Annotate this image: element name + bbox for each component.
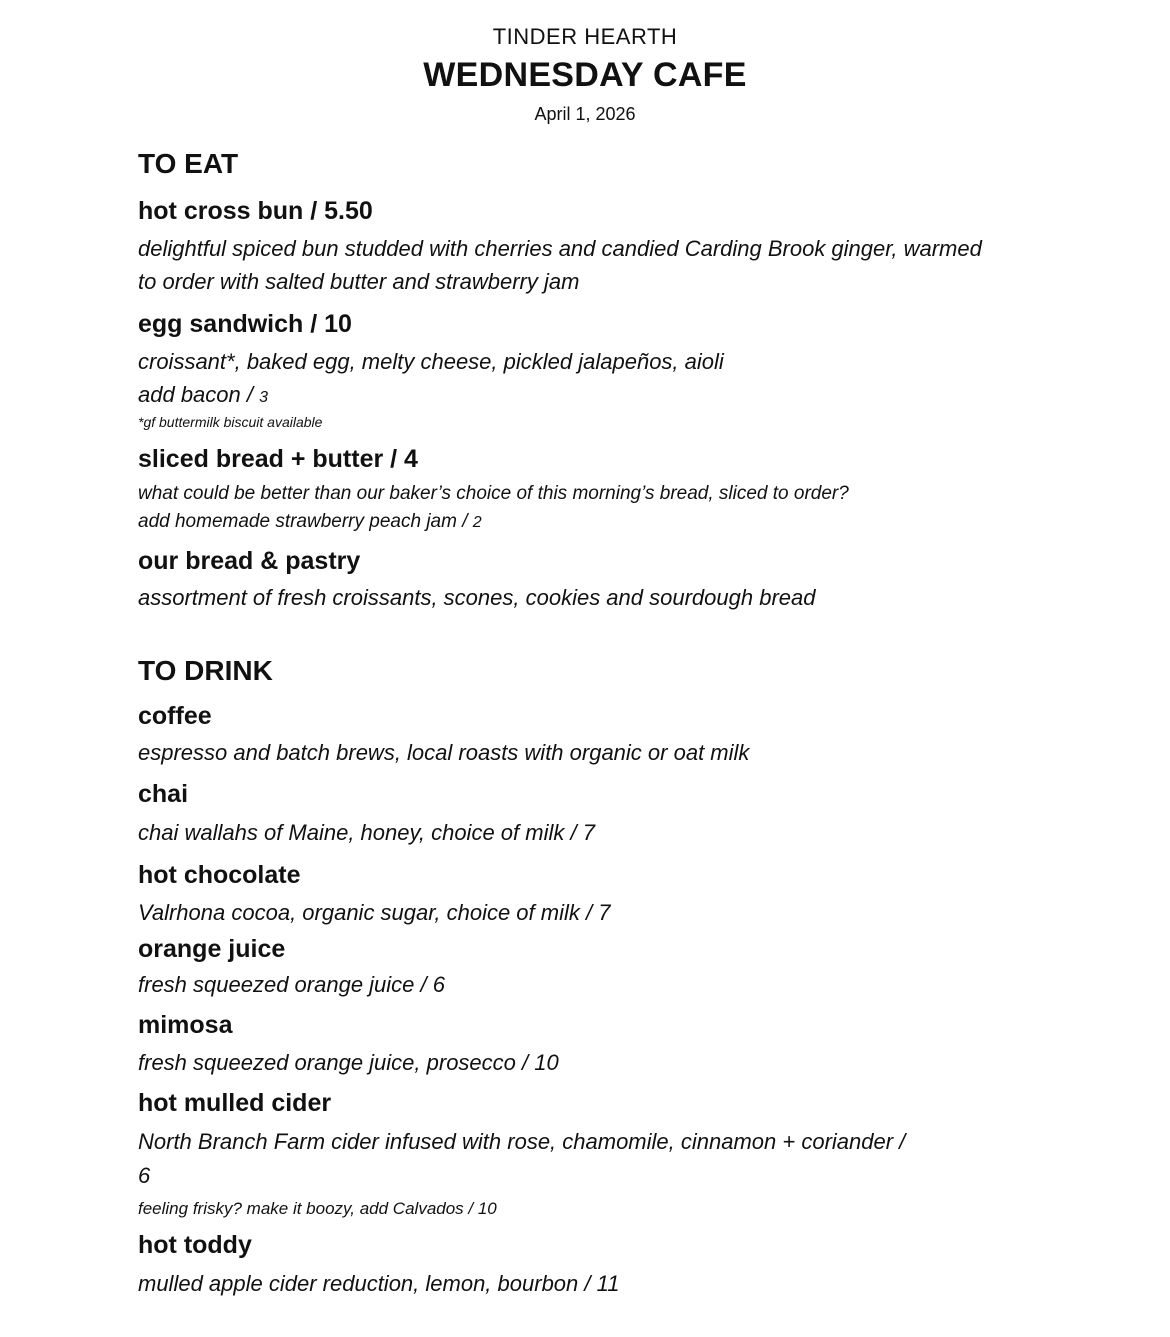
item-desc-hot-mulled-cider-line2: 6	[138, 1163, 151, 1188]
section-heading-drink: TO DRINK	[138, 655, 273, 686]
item-note-hot-mulled-cider: feeling frisky? make it boozy, add Calvados / 10	[138, 1199, 497, 1218]
item-name-hot-chocolate: hot chocolate	[138, 861, 301, 889]
item-desc-hot-chocolate: Valrhona cocoa, organic sugar, choice of milk / 7	[138, 900, 611, 925]
item-name-hot-mulled-cider: hot mulled cider	[138, 1089, 332, 1117]
item-desc-hot-mulled-cider-line1: North Branch Farm cider infused with rose, chamomile, cinnamon + coriander /	[138, 1129, 906, 1154]
item-name-mimosa: mimosa	[138, 1011, 233, 1039]
item-addon-sliced-bread	[138, 511, 482, 533]
addon-price: 3	[259, 389, 269, 406]
item-desc-sliced-bread: what could be better than our baker’s choice of this morning’s bread, sliced to order?	[138, 483, 849, 504]
item-desc-hot-toddy: mulled apple cider reduction, lemon, bourbon / 11	[138, 1271, 620, 1296]
addon-label: add bacon /	[138, 382, 260, 407]
item-name-chai: chai	[138, 780, 189, 808]
item-desc-chai: chai wallahs of Maine, honey, choice of milk / 7	[138, 820, 595, 845]
item-name-orange-juice: orange juice	[138, 935, 286, 963]
item-desc-orange-juice: fresh squeezed orange juice / 6	[138, 972, 445, 997]
item-desc-hot-cross-bun-line2: to order with salted butter and strawberry jam	[138, 269, 580, 294]
item-addon-egg-sandwich	[138, 382, 268, 408]
item-name-bread-pastry: our bread & pastry	[138, 547, 361, 575]
footnote-egg-sandwich: *gf buttermilk biscuit available	[138, 414, 323, 430]
item-name-hot-cross-bun: hot cross bun / 5.50	[138, 197, 373, 225]
addon-price: 2	[472, 514, 482, 531]
item-name-sliced-bread: sliced bread + butter / 4	[138, 445, 418, 473]
item-desc-bread-pastry: assortment of fresh croissants, scones, cookies and sourdough bread	[138, 585, 816, 610]
section-heading-eat: TO EAT	[138, 148, 239, 179]
item-desc-mimosa: fresh squeezed orange juice, prosecco / 10	[138, 1050, 559, 1075]
item-name-coffee: coffee	[138, 702, 212, 730]
item-desc-coffee: espresso and batch brews, local roasts with organic or oat milk	[138, 740, 750, 765]
item-desc-hot-cross-bun-line1: delightful spiced bun studded with cherries and candied Carding Brook ginger, warmed	[138, 236, 982, 261]
item-name-egg-sandwich: egg sandwich / 10	[138, 310, 352, 338]
addon-label: add homemade strawberry peach jam /	[138, 511, 473, 532]
item-name-hot-toddy: hot toddy	[138, 1231, 252, 1259]
item-desc-egg-sandwich: croissant*, baked egg, melty cheese, pickled jalapeños, aioli	[138, 349, 724, 374]
page-title: WEDNESDAY CAFE	[423, 56, 747, 94]
venue-name: TINDER HEARTH	[492, 24, 678, 49]
menu-date: April 1, 2026	[534, 104, 636, 124]
